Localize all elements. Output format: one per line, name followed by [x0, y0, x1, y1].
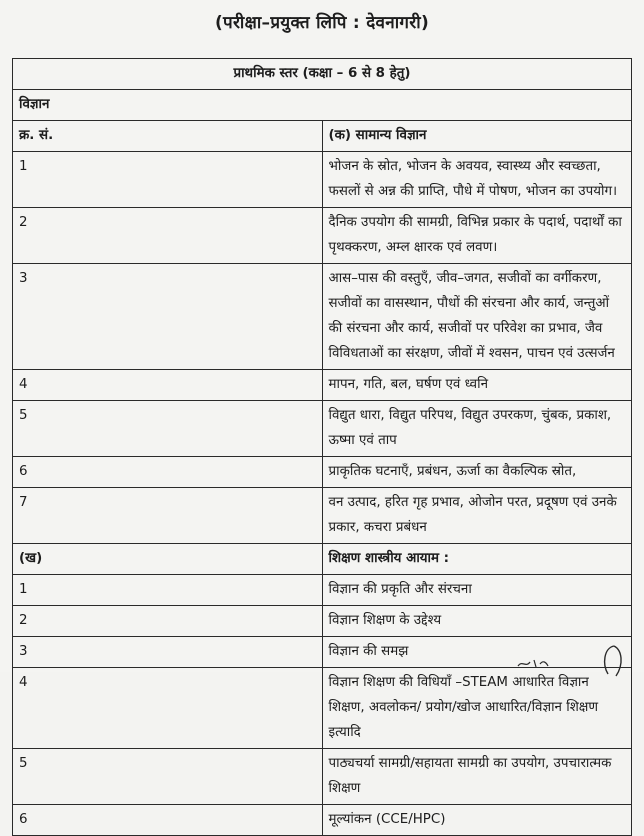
row-text: दैनिक उपयोग की सामग्री, विभिन्न प्रकार के पदार्थ, पदार्थों का पृथक्करण, अम्ल क्षारक एवं लवण। — [322, 208, 632, 264]
section-b-header-row — [13, 544, 632, 575]
row-number: 1 — [13, 575, 323, 606]
section-b-heading: शिक्षण शास्त्रीय आयाम : — [322, 544, 632, 575]
row-text: मापन, गति, बल, घर्षण एवं ध्वनि — [322, 370, 632, 401]
row-text: विज्ञान शिक्षण के उद्देश्य — [322, 606, 632, 637]
row-text: प्राकृतिक घटनाएँ, प्रबंधन, ऊर्जा का वैकल्पिक स्रोत, — [322, 457, 632, 488]
row-number: 3 — [13, 264, 323, 370]
table-row — [13, 488, 632, 544]
table-row — [13, 208, 632, 264]
syllabus-table — [12, 58, 632, 836]
serial-number-header: क्र. सं. — [13, 121, 323, 152]
subject-row — [13, 90, 632, 121]
row-number: 4 — [13, 668, 323, 749]
row-text: पाठ्यचर्या सामग्री/सहायता सामग्री का उपयोग, उपचारात्मक शिक्षण — [322, 749, 632, 805]
table-row — [13, 152, 632, 208]
row-number: 6 — [13, 805, 323, 836]
level-header-row — [13, 59, 632, 90]
row-text: भोजन के स्रोत, भोजन के अवयव, स्वास्थ्य और स्वच्छता, फसलों से अन्न की प्राप्ति, पौधे में पोषण, भोजन का उपयोग। — [322, 152, 632, 208]
row-text: विज्ञान की प्रकृति और संरचना — [322, 575, 632, 606]
row-number: 7 — [13, 488, 323, 544]
table-row — [13, 457, 632, 488]
row-number: 5 — [13, 401, 323, 457]
row-number: 6 — [13, 457, 323, 488]
section-a-heading: (क) सामान्य विज्ञान — [322, 121, 632, 152]
table-row — [13, 805, 632, 836]
row-number: 1 — [13, 152, 323, 208]
row-number: 2 — [13, 606, 323, 637]
row-number: 3 — [13, 637, 323, 668]
document-title: (परीक्षा–प्रयुक्त लिपि : देवनागरी) — [214, 13, 430, 33]
table-row — [13, 606, 632, 637]
section-b-label: (ख) — [13, 544, 323, 575]
table-row — [13, 370, 632, 401]
row-text: विद्युत धारा, विद्युत परिपथ, विद्युत उपरकण, चुंबक, प्रकाश, ऊष्मा एवं ताप — [322, 401, 632, 457]
subject-title: विज्ञान — [13, 90, 632, 121]
row-text: विज्ञान की समझ — [322, 637, 632, 668]
section-a-header-row — [13, 121, 632, 152]
row-text: विज्ञान शिक्षण की विधियाँ –STEAM आधारित विज्ञान शिक्षण, अवलोकन/ प्रयोग/खोज आधारित/विज्ञान शिक्षण इत्यादि — [322, 668, 632, 749]
row-number: 2 — [13, 208, 323, 264]
level-header: प्राथमिक स्तर (कक्षा – 6 से 8 हेतु) — [13, 59, 632, 90]
table-row — [13, 749, 632, 805]
table-row — [13, 264, 632, 370]
row-number: 5 — [13, 749, 323, 805]
table-row — [13, 401, 632, 457]
handwritten-mark — [516, 656, 550, 670]
row-text: आस–पास की वस्तुएँ, जीव–जगत, सजीवों का वर्गीकरण, सजीवों का वासस्थान, पौधों की संरचना और कार्य, जन्तुओं की संरचना और कार्य, सजीवों पर परिवेश का प्रभाव, जैव विविधताओं का संरक्षण, जीवों में श्वसन, पाचन एवं उत्सर्जन — [322, 264, 632, 370]
table-row — [13, 668, 632, 749]
row-number: 4 — [13, 370, 323, 401]
row-text: वन उत्पाद, हरित गृह प्रभाव, ओजोन परत, प्रदूषण एवं उनके प्रकार, कचरा प्रबंधन — [322, 488, 632, 544]
row-text: मूल्यांकन (CCE/HPC) — [322, 805, 632, 836]
signature-mark — [594, 644, 634, 678]
table-row — [13, 575, 632, 606]
